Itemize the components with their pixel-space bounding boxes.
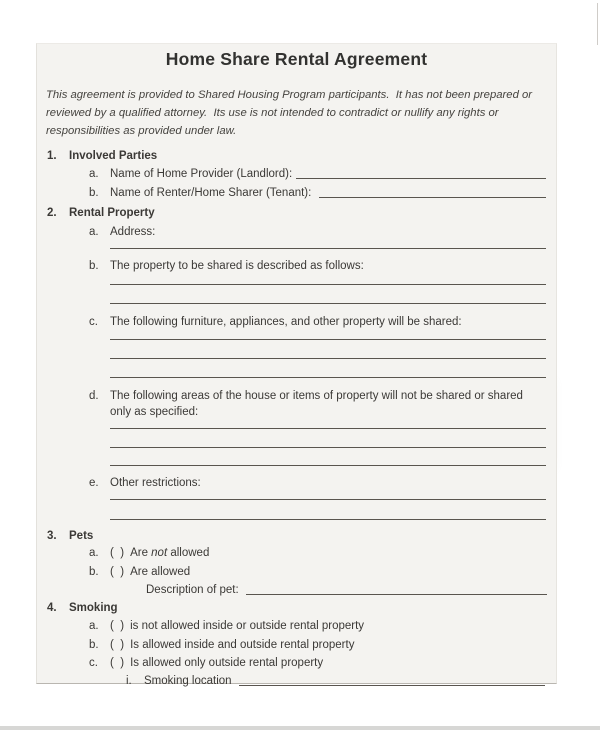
- pets-not-allowed-label-end: allowed: [167, 547, 210, 559]
- scan-edge-line: [597, 3, 598, 45]
- smoking-outside-only-row: [89, 656, 546, 670]
- item-letter: a.: [89, 547, 99, 559]
- landlord-name-row: [89, 167, 546, 181]
- item-letter: b.: [89, 639, 99, 651]
- landlord-name-blank-line: [296, 167, 546, 179]
- section-number: 2.: [47, 207, 57, 219]
- address-label: Address:: [110, 226, 156, 238]
- blank-line: [110, 358, 546, 359]
- pet-description-row: [146, 583, 547, 597]
- pets-allowed-row: [89, 565, 546, 579]
- address-blank-line: [110, 248, 546, 249]
- checkbox-parentheses: ( ): [110, 547, 125, 559]
- section-rental-property-heading: [47, 206, 546, 220]
- not-shared-areas-row: [89, 388, 546, 420]
- tenant-name-row: [89, 186, 546, 200]
- smoking-location-label: Smoking location: [144, 675, 235, 687]
- checkbox-parentheses: ( ): [110, 620, 125, 632]
- pets-allowed-label: Are allowed: [130, 566, 191, 578]
- item-letter: b.: [89, 566, 99, 578]
- scan-bottom-strip: [0, 726, 600, 730]
- pets-not-allowed-emphasis: not: [151, 547, 168, 559]
- section-number: 3.: [47, 530, 57, 542]
- section-number: 1.: [47, 150, 57, 162]
- blank-line: [110, 465, 546, 466]
- pet-description-label: Description of pet:: [146, 584, 242, 596]
- section-heading: Involved Parties: [69, 150, 158, 162]
- pets-not-allowed-row: [89, 546, 546, 560]
- section-heading: Pets: [69, 530, 94, 542]
- blank-line: [110, 447, 546, 448]
- checkbox-parentheses: ( ): [110, 566, 125, 578]
- section-smoking-heading: [47, 601, 546, 615]
- item-letter: i.: [126, 675, 132, 687]
- landlord-name-label: Name of Home Provider (Landlord):: [110, 168, 293, 180]
- smoking-allowed-row: [89, 638, 546, 652]
- item-letter: a.: [89, 620, 99, 632]
- section-number: 4.: [47, 602, 57, 614]
- smoking-not-allowed-row: [89, 619, 546, 633]
- intro-line: responsibilities as provided under law.: [46, 125, 237, 137]
- shared-property-label: The following furniture, appliances, and other property will be shared:: [110, 316, 462, 328]
- item-letter: b.: [89, 187, 99, 199]
- section-involved-parties-heading: [47, 149, 546, 163]
- tenant-name-blank-line: [319, 186, 546, 198]
- section-heading: Rental Property: [69, 207, 155, 219]
- smoking-location-blank-line: [239, 674, 545, 686]
- intro-paragraph: [46, 86, 540, 140]
- not-shared-areas-label: The following areas of the house or items of property will not be shared or shared only as specified:: [110, 390, 523, 418]
- shared-property-row: [89, 315, 546, 329]
- blank-line: [110, 284, 546, 285]
- blank-line: [110, 377, 546, 378]
- section-pets-heading: [47, 529, 546, 543]
- item-letter: a.: [89, 226, 99, 238]
- document-page: [36, 43, 557, 687]
- intro-line: reviewed by a qualified attorney. Its use is not intended to contradict or nullify any rights or: [46, 107, 499, 119]
- blank-line: [110, 303, 546, 304]
- item-letter: c.: [89, 657, 98, 669]
- item-letter: c.: [89, 316, 98, 328]
- checkbox-parentheses: ( ): [110, 639, 125, 651]
- property-described-row: [89, 259, 546, 273]
- smoking-not-allowed-label: is not allowed inside or outside rental property: [130, 620, 365, 632]
- blank-line: [110, 499, 546, 500]
- property-described-label: The property to be shared is described as follows:: [110, 260, 364, 272]
- item-letter: d.: [89, 390, 99, 402]
- smoking-allowed-label: Is allowed inside and outside rental property: [130, 639, 355, 651]
- tenant-name-label: Name of Renter/Home Sharer (Tenant):: [110, 187, 315, 199]
- blank-line: [110, 339, 546, 340]
- item-letter: a.: [89, 168, 99, 180]
- checkbox-parentheses: ( ): [110, 657, 125, 669]
- smoking-location-row: [126, 674, 545, 688]
- page-title: Home Share Rental Agreement: [165, 49, 428, 69]
- blank-line: [110, 519, 546, 520]
- intro-line: This agreement is provided to Shared Housing Program participants. It has not been prepared or: [46, 89, 533, 101]
- smoking-outside-only-label: Is allowed only outside rental property: [130, 657, 324, 669]
- item-letter: b.: [89, 260, 99, 272]
- blank-line: [110, 428, 546, 429]
- pets-not-allowed-label: Are: [130, 547, 152, 559]
- section-heading: Smoking: [69, 602, 118, 614]
- item-letter: e.: [89, 477, 99, 489]
- other-restrictions-row: [89, 476, 546, 490]
- other-restrictions-label: Other restrictions:: [110, 477, 201, 489]
- pet-description-blank-line: [246, 583, 547, 595]
- address-row: [89, 225, 546, 239]
